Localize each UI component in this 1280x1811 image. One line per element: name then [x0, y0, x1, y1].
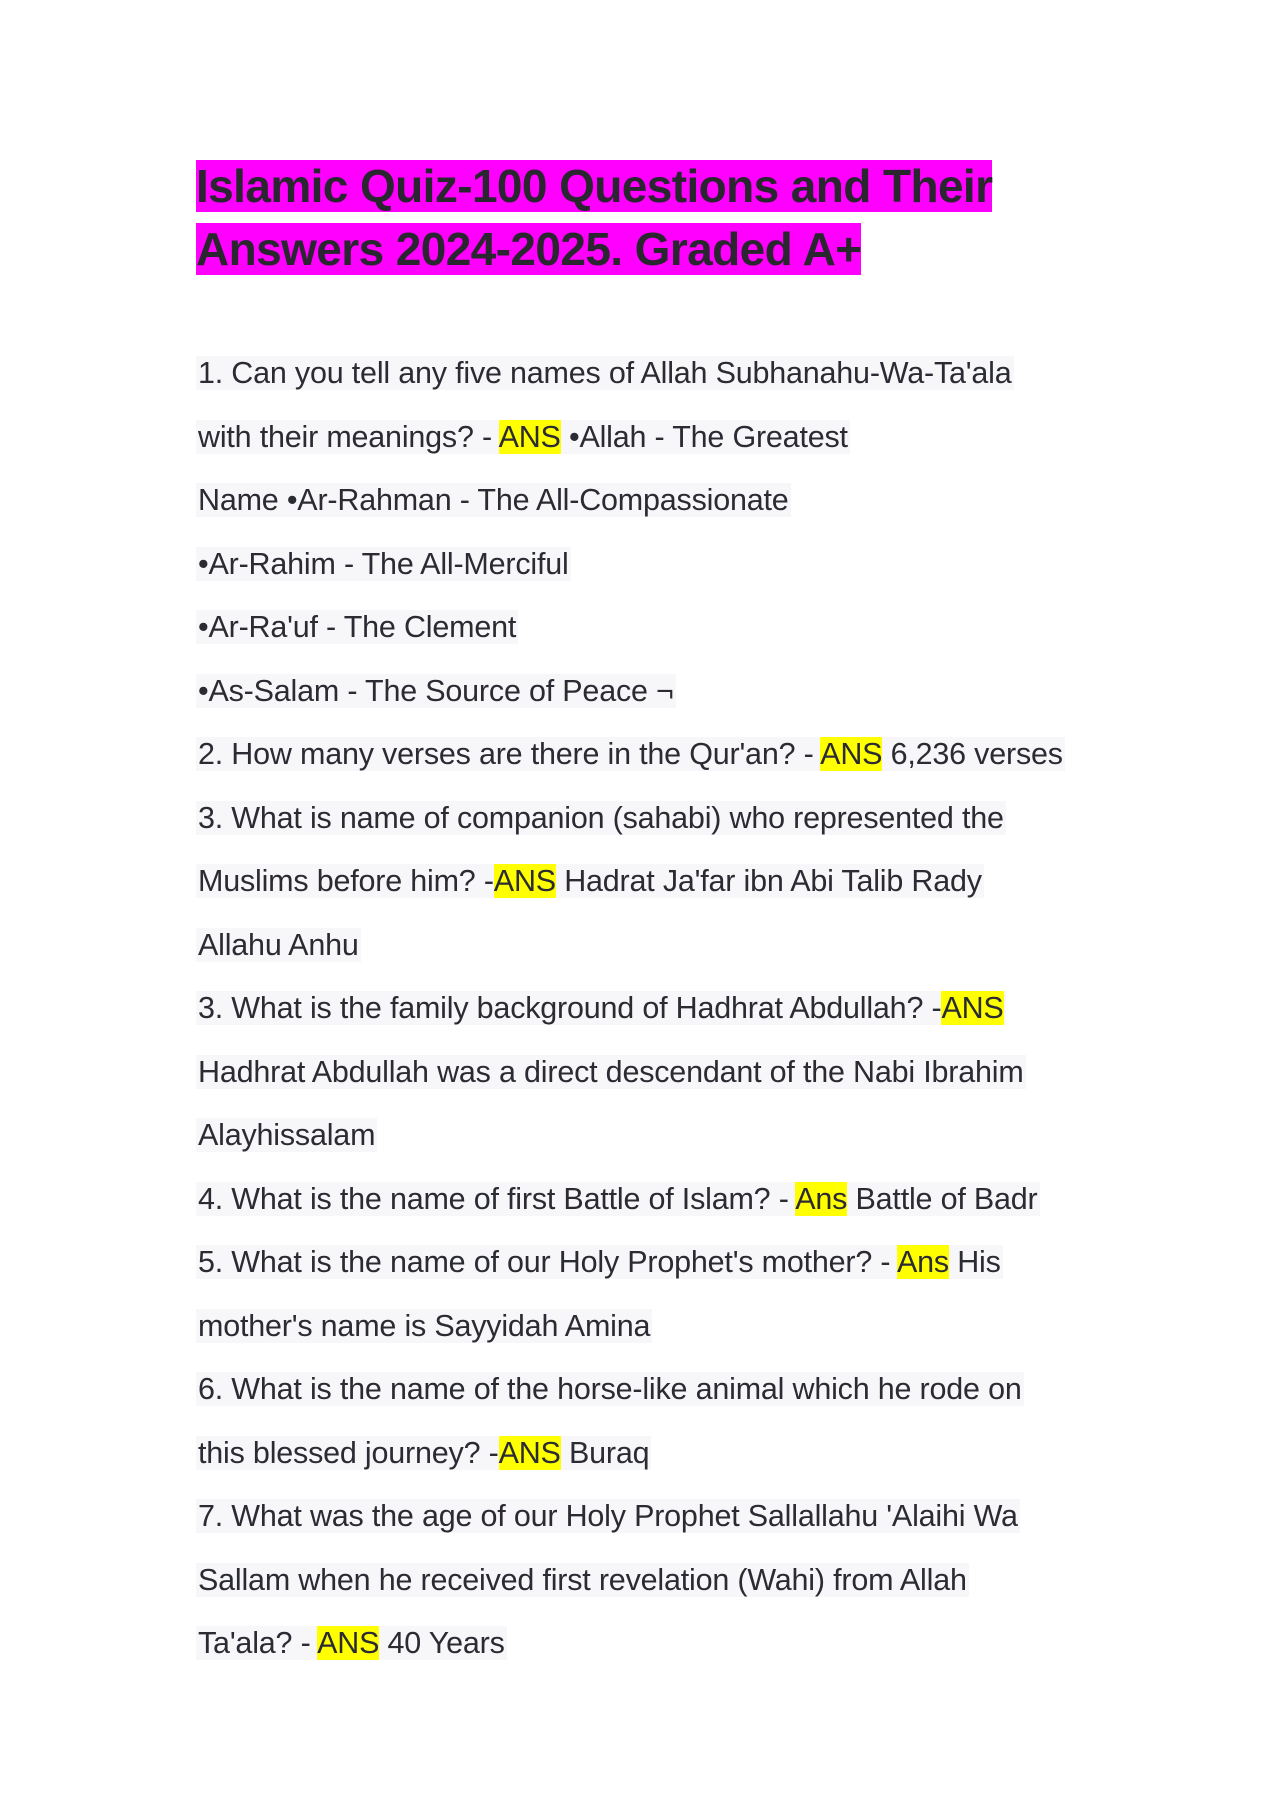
qa-line	[196, 850, 1126, 914]
qa-line	[196, 469, 1126, 533]
qa-line-text	[196, 547, 571, 581]
qa-line	[196, 1168, 1126, 1232]
qa-text: 3. What is name of companion (sahabi) who represented the	[198, 800, 1004, 835]
answer-text: 40 Years	[379, 1626, 505, 1660]
qa-line	[196, 787, 1126, 851]
answer-text: Buraq	[560, 1435, 650, 1470]
qa-line-text	[196, 801, 1006, 835]
qa-line-text	[196, 1118, 377, 1152]
answer-text: 6,236 verses	[882, 737, 1063, 771]
qa-text: Alayhissalam	[198, 1118, 376, 1152]
qa-line-text	[196, 1245, 1003, 1279]
answer-text: Battle of Badr	[847, 1181, 1038, 1216]
qa-line-text	[196, 1436, 651, 1470]
qa-line	[196, 406, 1126, 470]
qa-text: Allahu Anhu	[198, 927, 359, 962]
qa-line	[196, 977, 1126, 1041]
qa-line	[196, 1485, 1126, 1549]
qa-text: 6. What is the name of the horse-like animal which he rode on	[198, 1372, 1022, 1406]
qa-line-text	[196, 1182, 1040, 1216]
qa-line-text	[196, 1499, 1020, 1533]
qa-text: Sallam when he received first revelation (Wahi) from Allah	[198, 1562, 967, 1597]
qa-text: •Ar-Ra'uf - The Clement	[198, 610, 517, 644]
document-title	[196, 155, 1056, 281]
qa-text: Muslims before him? -	[198, 864, 494, 898]
qa-line	[196, 660, 1126, 724]
qa-list	[196, 342, 1126, 1676]
answer-marker: ANS	[498, 1435, 561, 1470]
qa-line	[196, 1041, 1126, 1105]
qa-line-text	[196, 1563, 969, 1597]
qa-line-text	[196, 610, 518, 644]
qa-line-text	[196, 1055, 1026, 1089]
qa-line	[196, 596, 1126, 660]
title-line-1: Islamic Quiz-100 Questions and Their	[196, 160, 993, 212]
answer-text: His	[948, 1245, 1001, 1279]
answer-marker: ANS	[498, 419, 561, 454]
qa-text: 4. What is the name of first Battle of Islam? -	[198, 1181, 796, 1216]
qa-line	[196, 1612, 1126, 1676]
title-line-2: Answers 2024-2025. Graded A+	[196, 223, 862, 275]
qa-line-text	[196, 1309, 652, 1343]
qa-line-text	[196, 1626, 507, 1660]
qa-text: 3. What is the family background of Hadhrat Abdullah? -	[198, 991, 942, 1025]
qa-text: •As-Salam - The Source of Peace ¬	[198, 673, 674, 708]
answer-marker: ANS	[820, 737, 883, 771]
qa-text: Name •Ar-Rahman - The All-Compassionate	[198, 483, 789, 517]
qa-line	[196, 1549, 1126, 1613]
qa-line	[196, 723, 1126, 787]
qa-line	[196, 1358, 1126, 1422]
answer-text: •Allah - The Greatest	[560, 419, 848, 454]
answer-text: Hadrat Ja'far ibn Abi Talib Rady	[555, 864, 982, 898]
qa-line	[196, 342, 1126, 406]
qa-line	[196, 533, 1126, 597]
qa-line	[196, 1104, 1126, 1168]
answer-marker: ANS	[493, 864, 556, 898]
answer-marker: ANS	[317, 1626, 380, 1660]
qa-text: 5. What is the name of our Holy Prophet's mother? -	[198, 1245, 897, 1279]
qa-line-text	[196, 674, 676, 708]
qa-line-text	[196, 864, 984, 898]
qa-text: mother's name is Sayyidah Amina	[198, 1308, 651, 1343]
qa-line	[196, 1231, 1126, 1295]
qa-text: 7. What was the age of our Holy Prophet Sallallahu 'Alaihi Wa	[198, 1499, 1018, 1533]
qa-line-text	[196, 483, 791, 517]
qa-line	[196, 1295, 1126, 1359]
answer-marker: ANS	[941, 991, 1004, 1025]
qa-text: 1. Can you tell any five names of Allah Subhanahu-Wa-Ta'ala	[198, 356, 1012, 390]
qa-line-text	[196, 356, 1014, 390]
qa-line-text	[196, 1372, 1024, 1406]
qa-text: with their meanings? -	[198, 419, 499, 454]
qa-line	[196, 1422, 1126, 1486]
qa-line-text	[196, 928, 361, 962]
qa-text: •Ar-Rahim - The All-Merciful	[198, 546, 569, 581]
qa-text: 2. How many verses are there in the Qur'an? -	[198, 737, 821, 771]
qa-text: Ta'ala? -	[198, 1626, 318, 1660]
qa-line-text	[196, 737, 1065, 771]
qa-line	[196, 914, 1126, 978]
qa-line-text	[196, 420, 850, 454]
qa-line-text	[196, 991, 1006, 1025]
qa-text: Hadhrat Abdullah was a direct descendant of the Nabi Ibrahim	[198, 1054, 1024, 1089]
answer-marker: Ans	[896, 1245, 949, 1279]
qa-text: this blessed journey? -	[198, 1435, 499, 1470]
answer-marker: Ans	[795, 1181, 848, 1216]
